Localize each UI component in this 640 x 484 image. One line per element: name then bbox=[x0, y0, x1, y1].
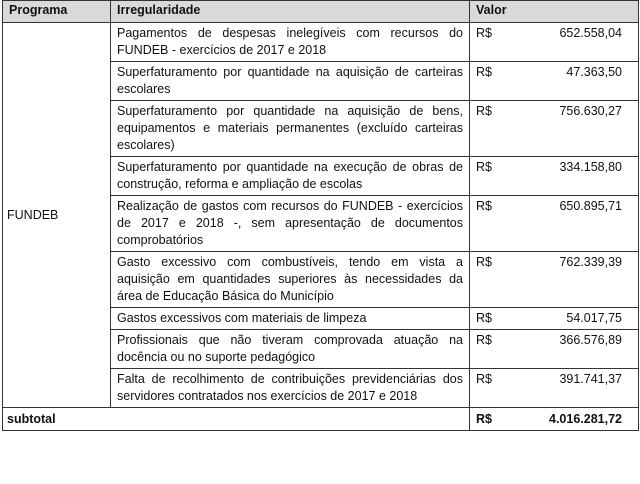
header-row bbox=[3, 1, 639, 23]
valor-cell bbox=[470, 101, 639, 157]
valor-amount: 652.558,04 bbox=[559, 26, 622, 40]
currency-label: R$ bbox=[476, 255, 492, 269]
subtotal-valor-cell bbox=[470, 408, 639, 431]
currency-label: R$ bbox=[476, 311, 492, 325]
valor-amount: 756.630,27 bbox=[559, 104, 622, 118]
irregularidade-cell: Profissionais que não tiveram comprovada atuação na docência ou no suporte pedagógico bbox=[111, 330, 470, 369]
currency-label: R$ bbox=[476, 199, 492, 213]
subtotal-row bbox=[3, 408, 639, 431]
valor-amount: 762.339,39 bbox=[559, 255, 622, 269]
irregularidade-cell: Superfaturamento por quantidade na aquisição de bens, equipamentos e materiais permanentes (excluído carteiras escolares) bbox=[111, 101, 470, 157]
valor-cell bbox=[470, 196, 639, 252]
irregularidades-table bbox=[2, 0, 639, 431]
valor-cell bbox=[470, 157, 639, 196]
table-row bbox=[3, 23, 639, 62]
subtotal-currency: R$ bbox=[476, 411, 492, 426]
irregularidade-cell: Gastos excessivos com materiais de limpeza bbox=[111, 308, 470, 330]
valor-amount: 391.741,37 bbox=[559, 372, 622, 386]
valor-cell bbox=[470, 62, 639, 101]
irregularidade-cell: Falta de recolhimento de contribuições previdenciárias dos servidores contratados nos exercícios de 2017 e 2018 bbox=[111, 369, 470, 408]
currency-label: R$ bbox=[476, 160, 492, 174]
irregularidade-cell: Superfaturamento por quantidade na execução de obras de construção, reforma e ampliação de escolas bbox=[111, 157, 470, 196]
irregularidade-cell: Pagamentos de despesas inelegíveis com recursos do FUNDEB - exercícios de 2017 e 2018 bbox=[111, 23, 470, 62]
currency-label: R$ bbox=[476, 372, 492, 386]
header-programa: Programa bbox=[3, 1, 111, 23]
valor-amount: 54.017,75 bbox=[566, 311, 622, 325]
subtotal-label: subtotal bbox=[3, 408, 111, 431]
currency-label: R$ bbox=[476, 65, 492, 79]
valor-cell bbox=[470, 369, 639, 408]
valor-cell bbox=[470, 252, 639, 308]
subtotal-amount: 4.016.281,72 bbox=[549, 411, 622, 426]
currency-label: R$ bbox=[476, 104, 492, 118]
header-valor: Valor bbox=[470, 1, 639, 23]
subtotal-spacer bbox=[111, 408, 470, 431]
valor-cell bbox=[470, 308, 639, 330]
valor-amount: 366.576,89 bbox=[559, 333, 622, 347]
valor-amount: 334.158,80 bbox=[559, 160, 622, 174]
valor-amount: 650.895,71 bbox=[559, 199, 622, 213]
programa-cell: FUNDEB bbox=[3, 23, 111, 408]
currency-label: R$ bbox=[476, 26, 492, 40]
valor-amount: 47.363,50 bbox=[566, 65, 622, 79]
valor-cell bbox=[470, 23, 639, 62]
valor-cell bbox=[470, 330, 639, 369]
table-body bbox=[3, 23, 639, 431]
currency-label: R$ bbox=[476, 333, 492, 347]
irregularidade-cell: Realização de gastos com recursos do FUNDEB - exercícios de 2017 e 2018 -, sem apresentação de documentos comprobatórios bbox=[111, 196, 470, 252]
header-irregularidade: Irregularidade bbox=[111, 1, 470, 23]
irregularidade-cell: Gasto excessivo com combustíveis, tendo em vista a aquisição em quantidades superiores às necessidades da área de Educação Básica do Município bbox=[111, 252, 470, 308]
irregularidade-cell: Superfaturamento por quantidade na aquisição de carteiras escolares bbox=[111, 62, 470, 101]
